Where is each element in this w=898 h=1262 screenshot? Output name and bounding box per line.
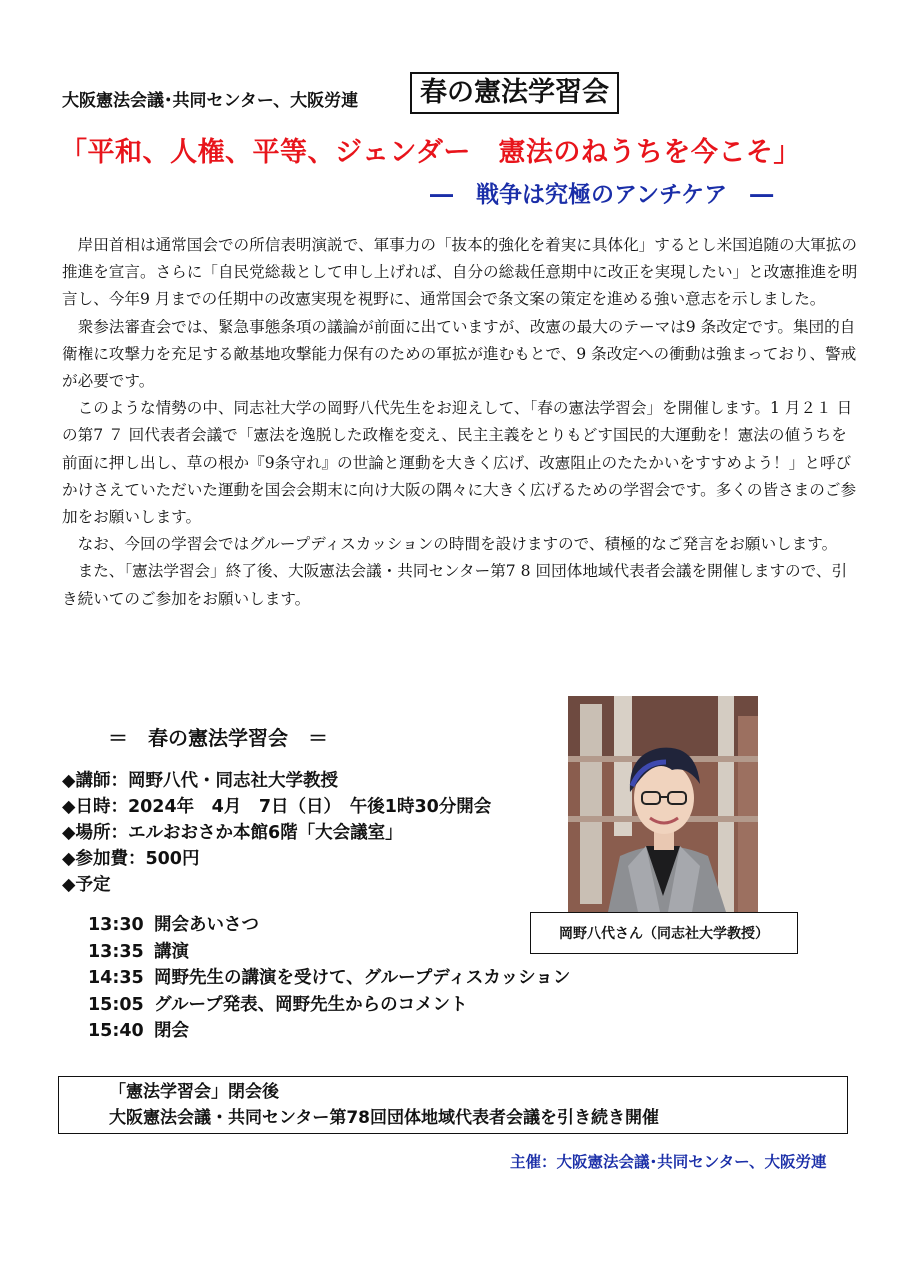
notice-line-1: 「憲法学習会」閉会後 bbox=[109, 1082, 279, 1102]
schedule-item bbox=[88, 939, 570, 966]
body-paragraph: このような情勢の中、同志社大学の岡野八代先生をお迎えして、「春の憲法学習会」を開催します。1 月２１ 日の第7 ７ 回代表者会議で「憲法を逸脱した政権を変え、民主主義をとりもどす国民的大運動を！憲法の値うちを前面に押し出し、草の根か『9条守れ』の世論と運動を大きく広げ、改憲阻止のたたかいをすすめよう！」と呼びかけさえていただいた運動を国会会期末に向け大阪の隅々に大きく広げるための学習会です。多くの皆さまのご参加をお願いします。 bbox=[62, 399, 857, 527]
subheadline: ― 戦争は究極のアンチケア ― bbox=[430, 182, 774, 208]
sponsor-line: 主催：大阪憲法会議･共同センター、大阪労連 bbox=[510, 1153, 827, 1171]
event-title-box: 春の憲法学習会 bbox=[410, 72, 619, 114]
schedule-time: 13:35 bbox=[88, 941, 144, 962]
program-title: ＝ 春の憲法学習会 ＝ bbox=[108, 726, 328, 750]
schedule-item bbox=[88, 965, 570, 992]
detail-lecturer: ◆講師：岡野八代・同志社大学教授 bbox=[62, 771, 338, 791]
body-paragraph: 岸田首相は通常国会での所信表明演説で、軍事力の「抜本的強化を着実に具体化」するとし米国追随の大軍拡の推進を宣言。さらに「自民党総裁として申し上げれば、自分の総裁任意期中に改正を実現したい」と改憲推進を明言し、今年9 月までの任期中の改憲実現を視野に、通常国会で条文案の策定を進める強い意志を示しました。 bbox=[62, 236, 858, 309]
detail-schedule-heading: ◆予定 bbox=[62, 875, 111, 895]
photo-caption: 岡野八代さん（同志社大学教授） bbox=[530, 912, 798, 954]
schedule-text: 開会あいさつ bbox=[154, 915, 259, 935]
schedule-item bbox=[88, 912, 570, 939]
organizers-line: 大阪憲法会議･共同センター、大阪労連 bbox=[62, 91, 359, 111]
schedule-time: 13:30 bbox=[88, 915, 144, 935]
detail-datetime: ◆日時：2024年 4月 7日（日） 午後1時30分開会 bbox=[62, 797, 492, 817]
schedule-item bbox=[88, 992, 570, 1019]
detail-venue: ◆場所：エルおおさか本館6階「大会議室」 bbox=[62, 823, 403, 843]
event-details bbox=[62, 768, 491, 898]
schedule-time: 15:40 bbox=[88, 1021, 144, 1041]
schedule-text: 岡野先生の講演を受けて、グループディスカッション bbox=[154, 968, 571, 988]
lecturer-photo bbox=[568, 696, 758, 912]
schedule-time: 15:05 bbox=[88, 994, 144, 1015]
body-paragraph: なお、今回の学習会ではグループディスカッションの時間を設けますので、積極的なご発言をお願いします。 bbox=[77, 535, 838, 554]
schedule-item bbox=[88, 1018, 570, 1045]
schedule-list bbox=[88, 912, 570, 1045]
lecturer-portrait-image bbox=[568, 696, 758, 912]
body-paragraph: 衆参法審査会では、緊急事態条項の議論が前面に出ていますが、改憲の最大のテーマは9 条改定です。集団的自衛権に攻撃力を充足する敵基地攻撃能力保有のための軍拡が進むもとで、9 条改定への衝動は強まっており、警戒が必要です。 bbox=[62, 317, 857, 391]
notice-box bbox=[58, 1076, 848, 1134]
body-text bbox=[62, 232, 862, 613]
schedule-text: 講演 bbox=[154, 941, 189, 962]
headline: 「平和、人権、平等、ジェンダー 憲法のねうちを今こそ」 bbox=[60, 137, 801, 168]
schedule-time: 14:35 bbox=[88, 968, 144, 988]
schedule-text: グループ発表、岡野先生からのコメント bbox=[154, 994, 468, 1015]
schedule-text: 閉会 bbox=[154, 1021, 189, 1041]
detail-fee: ◆参加費：500円 bbox=[62, 849, 200, 869]
body-paragraph: また、「憲法学習会」終了後、大阪憲法会議・共同センター第7 8 回団体地域代表者会議を開催しますので、引き続いてのご参加をお願いします。 bbox=[62, 562, 848, 608]
notice-line-2: 大阪憲法会議・共同センター第78回団体地域代表者会議を引き続き開催 bbox=[109, 1108, 659, 1128]
